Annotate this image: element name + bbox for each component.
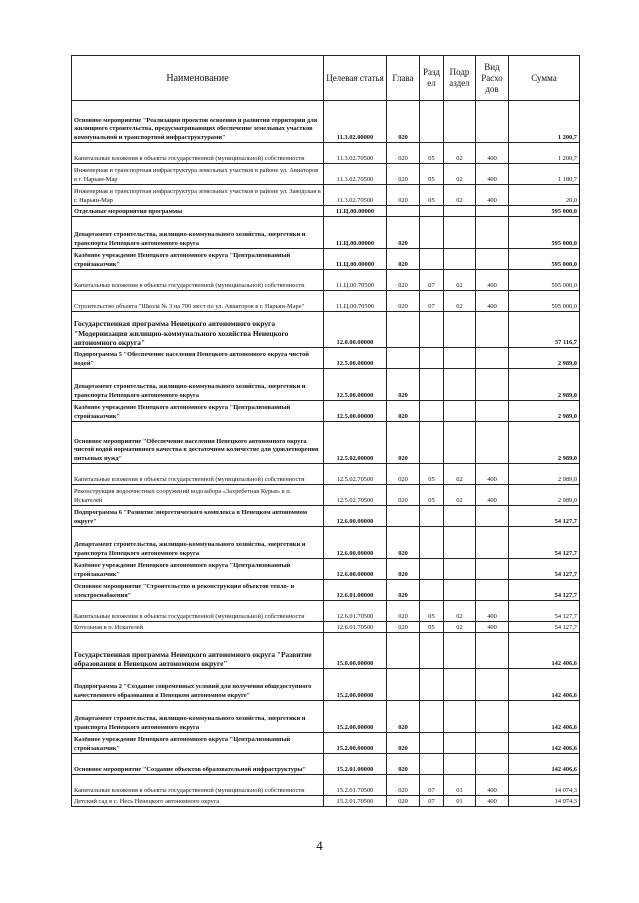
cell-subsection <box>444 701 476 733</box>
cell-name: Капитальные вложения в объекты государственной (муниципальной) собственности <box>72 601 324 622</box>
cell-code: 12.6.01.70500 <box>324 622 387 633</box>
cell-chapter: 020 <box>387 164 420 185</box>
cell-name: Казённое учреждение Ненецкого автономного округа "Централизованный стройзаказчик" <box>72 559 324 580</box>
cell-exptype <box>476 559 509 580</box>
cell-code: 15.2.01.70500 <box>324 796 387 807</box>
cell-subsection: 02 <box>444 291 476 312</box>
cell-exptype <box>476 633 509 669</box>
cell-subsection <box>444 506 476 527</box>
cell-section <box>420 559 444 580</box>
cell-chapter <box>387 669 420 701</box>
cell-code: 15.0.00.00000 <box>324 633 387 669</box>
cell-section <box>420 101 444 143</box>
cell-sum: 57 116,7 <box>509 312 580 348</box>
cell-sum: 54 127,7 <box>509 601 580 622</box>
table-row <box>72 270 580 291</box>
cell-subsection <box>444 422 476 464</box>
cell-code: 11.3.02.00000 <box>324 101 387 143</box>
cell-section <box>420 633 444 669</box>
cell-sum: 595 000,0 <box>509 206 580 217</box>
cell-exptype: 400 <box>476 775 509 796</box>
cell-chapter: 020 <box>387 101 420 143</box>
cell-name: Отдельные мероприятия программы <box>72 206 324 217</box>
table-row <box>72 754 580 775</box>
cell-exptype: 400 <box>476 143 509 164</box>
cell-subsection <box>444 527 476 559</box>
cell-name: Департамент строительства, жилищно-коммунального хозяйства, энергетики и транспорта Ненецкого автономного округа <box>72 369 324 401</box>
cell-section <box>420 312 444 348</box>
cell-chapter: 020 <box>387 464 420 485</box>
cell-chapter <box>387 506 420 527</box>
cell-section: 07 <box>420 291 444 312</box>
cell-section: 07 <box>420 775 444 796</box>
table-row <box>72 101 580 143</box>
table-row <box>72 775 580 796</box>
cell-code: 11.3.02.70500 <box>324 143 387 164</box>
cell-section <box>420 206 444 217</box>
header-sum: Сумма <box>509 56 580 101</box>
cell-name: Подпрограмма 2 "Создание современных условий для получения общедоступного качественного образования в Ненецком автономном округе" <box>72 669 324 701</box>
cell-sum: 54 127,7 <box>509 622 580 633</box>
table-row <box>72 485 580 506</box>
cell-code: 12.6.01.70500 <box>324 601 387 622</box>
table-row <box>72 701 580 733</box>
table-row <box>72 291 580 312</box>
table-row <box>72 506 580 527</box>
cell-section: 07 <box>420 796 444 807</box>
cell-exptype <box>476 701 509 733</box>
table-row <box>72 633 580 669</box>
table-row <box>72 580 580 601</box>
cell-sum: 2 989,0 <box>509 464 580 485</box>
cell-subsection: 02 <box>444 622 476 633</box>
table-row <box>72 464 580 485</box>
cell-chapter: 020 <box>387 580 420 601</box>
cell-chapter: 020 <box>387 422 420 464</box>
cell-exptype <box>476 348 509 369</box>
cell-name: Основное мероприятие "Реализация проектов освоения и развития территории для жилищного строительства, предусматривающих обеспечение земельных участков коммунальной и транспортной инфраструктурами" <box>72 101 324 143</box>
cell-code: 12.6.00.00000 <box>324 506 387 527</box>
cell-sum: 1 200,7 <box>509 101 580 143</box>
table-row <box>72 527 580 559</box>
cell-name: Казённое учреждение Ненецкого автономного округа "Централизованный стройзаказчик" <box>72 401 324 422</box>
cell-section <box>420 401 444 422</box>
cell-subsection: 02 <box>444 270 476 291</box>
cell-section: 05 <box>420 622 444 633</box>
cell-subsection: 01 <box>444 775 476 796</box>
cell-sum: 14 074,3 <box>509 796 580 807</box>
cell-section <box>420 754 444 775</box>
cell-exptype: 400 <box>476 185 509 206</box>
cell-subsection <box>444 754 476 775</box>
cell-exptype <box>476 312 509 348</box>
cell-sum: 595 000,0 <box>509 217 580 249</box>
header-section: Разд ел <box>420 56 444 101</box>
cell-chapter <box>387 348 420 369</box>
cell-sum: 54 127,7 <box>509 559 580 580</box>
cell-sum: 1 180,7 <box>509 164 580 185</box>
cell-code: 15.2.01.70500 <box>324 775 387 796</box>
cell-subsection <box>444 206 476 217</box>
header-row <box>72 56 580 101</box>
cell-code: 12.6.00.00000 <box>324 559 387 580</box>
cell-name: Основное мероприятие "Создание объектов образовательной инфраструктуры" <box>72 754 324 775</box>
cell-section <box>420 669 444 701</box>
cell-sum: 54 127,7 <box>509 580 580 601</box>
cell-exptype <box>476 401 509 422</box>
cell-chapter: 020 <box>387 701 420 733</box>
cell-chapter: 020 <box>387 796 420 807</box>
table-row <box>72 217 580 249</box>
cell-exptype <box>476 101 509 143</box>
cell-sum: 1 200,7 <box>509 143 580 164</box>
cell-sum: 2 989,0 <box>509 401 580 422</box>
cell-code: 11.Ц.00.70500 <box>324 270 387 291</box>
cell-section <box>420 506 444 527</box>
cell-code: 15.2.01.00000 <box>324 754 387 775</box>
cell-exptype <box>476 527 509 559</box>
cell-section <box>420 369 444 401</box>
cell-chapter: 020 <box>387 622 420 633</box>
cell-sum: 54 127,7 <box>509 527 580 559</box>
cell-name: Капитальные вложения в объекты государственной (муниципальной) собственности <box>72 270 324 291</box>
cell-sum: 595 000,0 <box>509 291 580 312</box>
cell-subsection <box>444 669 476 701</box>
cell-sum: 142 406,6 <box>509 669 580 701</box>
cell-exptype <box>476 580 509 601</box>
cell-section <box>420 580 444 601</box>
cell-sum: 142 406,6 <box>509 754 580 775</box>
cell-name: Капитальные вложения в объекты государственной (муниципальной) собственности <box>72 143 324 164</box>
cell-exptype: 400 <box>476 485 509 506</box>
cell-chapter: 020 <box>387 143 420 164</box>
header-name: Наименование <box>72 56 324 101</box>
table-row <box>72 622 580 633</box>
cell-subsection <box>444 733 476 754</box>
cell-name: Инженерная и транспортная инфраструктура земельных участков в районе ул. Заводская в г. Нарьян-Мар <box>72 185 324 206</box>
cell-sum: 2 989,0 <box>509 485 580 506</box>
cell-code: 12.6.00.00000 <box>324 527 387 559</box>
table-row <box>72 669 580 701</box>
cell-exptype <box>476 669 509 701</box>
cell-exptype: 400 <box>476 464 509 485</box>
cell-exptype <box>476 369 509 401</box>
cell-section: 05 <box>420 601 444 622</box>
cell-code: 15.2.00.00000 <box>324 669 387 701</box>
cell-code: 12.5.00.00000 <box>324 401 387 422</box>
cell-name: Капитальные вложения в объекты государственной (муниципальной) собственности <box>72 775 324 796</box>
cell-chapter: 020 <box>387 754 420 775</box>
cell-chapter <box>387 633 420 669</box>
cell-chapter: 020 <box>387 485 420 506</box>
header-chapter: Глава <box>387 56 420 101</box>
table-row <box>72 143 580 164</box>
cell-exptype: 400 <box>476 291 509 312</box>
cell-chapter: 020 <box>387 559 420 580</box>
cell-exptype: 400 <box>476 164 509 185</box>
table-row <box>72 312 580 348</box>
cell-exptype <box>476 206 509 217</box>
cell-subsection: 02 <box>444 164 476 185</box>
cell-chapter: 020 <box>387 291 420 312</box>
cell-chapter: 020 <box>387 217 420 249</box>
cell-code: 12.6.01.00000 <box>324 580 387 601</box>
cell-code: 15.2.00.00000 <box>324 733 387 754</box>
cell-name: Капитальные вложения в объекты государственной (муниципальной) собственности <box>72 464 324 485</box>
cell-chapter <box>387 312 420 348</box>
cell-section <box>420 217 444 249</box>
cell-name: Котельная в п. Искателей <box>72 622 324 633</box>
cell-section <box>420 733 444 754</box>
cell-code: 11.3.02.70500 <box>324 164 387 185</box>
table-row <box>72 206 580 217</box>
cell-section: 05 <box>420 464 444 485</box>
cell-exptype: 400 <box>476 796 509 807</box>
cell-exptype <box>476 422 509 464</box>
cell-name: Государственная программа Ненецкого автономного округа "Модернизация жилищно-коммунального хозяйства Ненецкого автономного округа" <box>72 312 324 348</box>
cell-sum: 595 000,0 <box>509 270 580 291</box>
cell-sum: 142 406,6 <box>509 733 580 754</box>
cell-section: 07 <box>420 270 444 291</box>
cell-sum: 2 989,0 <box>509 348 580 369</box>
cell-chapter: 020 <box>387 601 420 622</box>
cell-code: 12.5.02.00000 <box>324 422 387 464</box>
cell-name: Основное мероприятие "Строительство и реконструкция объектов тепло- и электроснабжения" <box>72 580 324 601</box>
cell-name: Департамент строительства, жилищно-коммунального хозяйства, энергетики и транспорта Ненецкого автономного округа <box>72 701 324 733</box>
cell-name: Департамент строительства, жилищно-коммунального хозяйства, энергетики и транспорта Ненецкого автономного округа <box>72 527 324 559</box>
header-code: Целевая статья <box>324 56 387 101</box>
cell-subsection <box>444 249 476 270</box>
cell-chapter: 020 <box>387 401 420 422</box>
cell-subsection: 02 <box>444 464 476 485</box>
table-row <box>72 401 580 422</box>
cell-name: Реконструкция водоочистных сооружений водозабора «Захребетная Курья» в п. Искателей <box>72 485 324 506</box>
budget-table <box>71 55 580 807</box>
table-row <box>72 559 580 580</box>
table-row <box>72 185 580 206</box>
cell-code: 11.Ц.00.00000 <box>324 206 387 217</box>
cell-name: Казённое учреждение Ненецкого автономного округа "Централизованный стройзаказчик" <box>72 733 324 754</box>
cell-exptype <box>476 217 509 249</box>
cell-name: Казённое учреждение Ненецкого автономного округа "Централизованный стройзаказчик" <box>72 249 324 270</box>
cell-section <box>420 527 444 559</box>
cell-code: 12.5.00.00000 <box>324 369 387 401</box>
cell-subsection <box>444 101 476 143</box>
cell-exptype <box>476 249 509 270</box>
header-exptype: Вид Расхо дов <box>476 56 509 101</box>
cell-exptype: 400 <box>476 601 509 622</box>
cell-exptype: 400 <box>476 622 509 633</box>
cell-chapter: 020 <box>387 249 420 270</box>
cell-sum: 142 406,6 <box>509 701 580 733</box>
cell-section <box>420 701 444 733</box>
cell-exptype: 400 <box>476 270 509 291</box>
cell-subsection: 02 <box>444 601 476 622</box>
table-row <box>72 249 580 270</box>
cell-sum: 20,0 <box>509 185 580 206</box>
cell-subsection: 01 <box>444 796 476 807</box>
cell-sum: 142 406,6 <box>509 633 580 669</box>
cell-subsection <box>444 369 476 401</box>
cell-subsection <box>444 633 476 669</box>
page-number: 4 <box>316 838 323 853</box>
cell-name: Детский сад в с. Несь Ненецкого автономного округа <box>72 796 324 807</box>
table-row <box>72 422 580 464</box>
cell-chapter: 020 <box>387 270 420 291</box>
cell-exptype <box>476 754 509 775</box>
cell-subsection: 02 <box>444 143 476 164</box>
cell-section: 05 <box>420 185 444 206</box>
cell-section: 05 <box>420 143 444 164</box>
header-subsection: Подр аздел <box>444 56 476 101</box>
cell-name: Подпрограмма 6 "Развитие энергетического комплекса в Ненецком автономном округе" <box>72 506 324 527</box>
table-row <box>72 733 580 754</box>
cell-sum: 54 127,7 <box>509 506 580 527</box>
cell-subsection <box>444 312 476 348</box>
cell-chapter: 020 <box>387 369 420 401</box>
cell-chapter <box>387 206 420 217</box>
cell-section <box>420 422 444 464</box>
cell-code: 12.0.00.00000 <box>324 312 387 348</box>
cell-chapter: 020 <box>387 185 420 206</box>
cell-code: 12.5.02.70500 <box>324 464 387 485</box>
cell-name: Строительство объекта "Школа № 3 на 700 мест по ул. Авиаторов в г. Нарьян-Маре" <box>72 291 324 312</box>
cell-sum: 2 989,0 <box>509 369 580 401</box>
cell-sum: 2 989,0 <box>509 422 580 464</box>
cell-code: 11.Ц.00.70500 <box>324 291 387 312</box>
cell-sum: 14 074,3 <box>509 775 580 796</box>
cell-section: 05 <box>420 485 444 506</box>
cell-code: 11.Ц.00.00000 <box>324 249 387 270</box>
table-row <box>72 601 580 622</box>
cell-name: Департамент строительства, жилищно-коммунального хозяйства, энергетики и транспорта Ненецкого автономного округа <box>72 217 324 249</box>
cell-code: 12.5.02.70500 <box>324 485 387 506</box>
cell-subsection <box>444 580 476 601</box>
cell-section: 05 <box>420 164 444 185</box>
cell-sum: 595 000,0 <box>509 249 580 270</box>
cell-code: 11.3.02.70500 <box>324 185 387 206</box>
cell-code: 12.5.00.00000 <box>324 348 387 369</box>
cell-subsection <box>444 217 476 249</box>
cell-name: Подпрограмма 5 "Обеспечение населения Ненецкого автономного округа чистой водой" <box>72 348 324 369</box>
cell-exptype <box>476 733 509 754</box>
cell-section <box>420 249 444 270</box>
table-row <box>72 369 580 401</box>
cell-code: 15.2.00.00000 <box>324 701 387 733</box>
cell-name: Инженерная и транспортная инфраструктура земельных участков в районе ул. Авиаторов в г. Нарьян-Мар <box>72 164 324 185</box>
cell-code: 11.Ц.00.00000 <box>324 217 387 249</box>
cell-chapter: 020 <box>387 775 420 796</box>
table-row <box>72 348 580 369</box>
cell-name: Основное мероприятие "Обеспечение населения Ненецкого автономного округа чистой водой нормативного качества в достаточном количестве для удовлетворения питьевых нужд" <box>72 422 324 464</box>
cell-chapter: 020 <box>387 733 420 754</box>
cell-chapter: 020 <box>387 527 420 559</box>
cell-subsection <box>444 559 476 580</box>
cell-exptype <box>476 506 509 527</box>
cell-subsection <box>444 401 476 422</box>
table-row <box>72 164 580 185</box>
cell-subsection <box>444 348 476 369</box>
table-row <box>72 796 580 807</box>
cell-subsection: 02 <box>444 185 476 206</box>
cell-name: Государственная программа Ненецкого автономного округа "Развитие образования в Ненецком автономном округе" <box>72 633 324 669</box>
cell-section <box>420 348 444 369</box>
cell-subsection: 02 <box>444 485 476 506</box>
